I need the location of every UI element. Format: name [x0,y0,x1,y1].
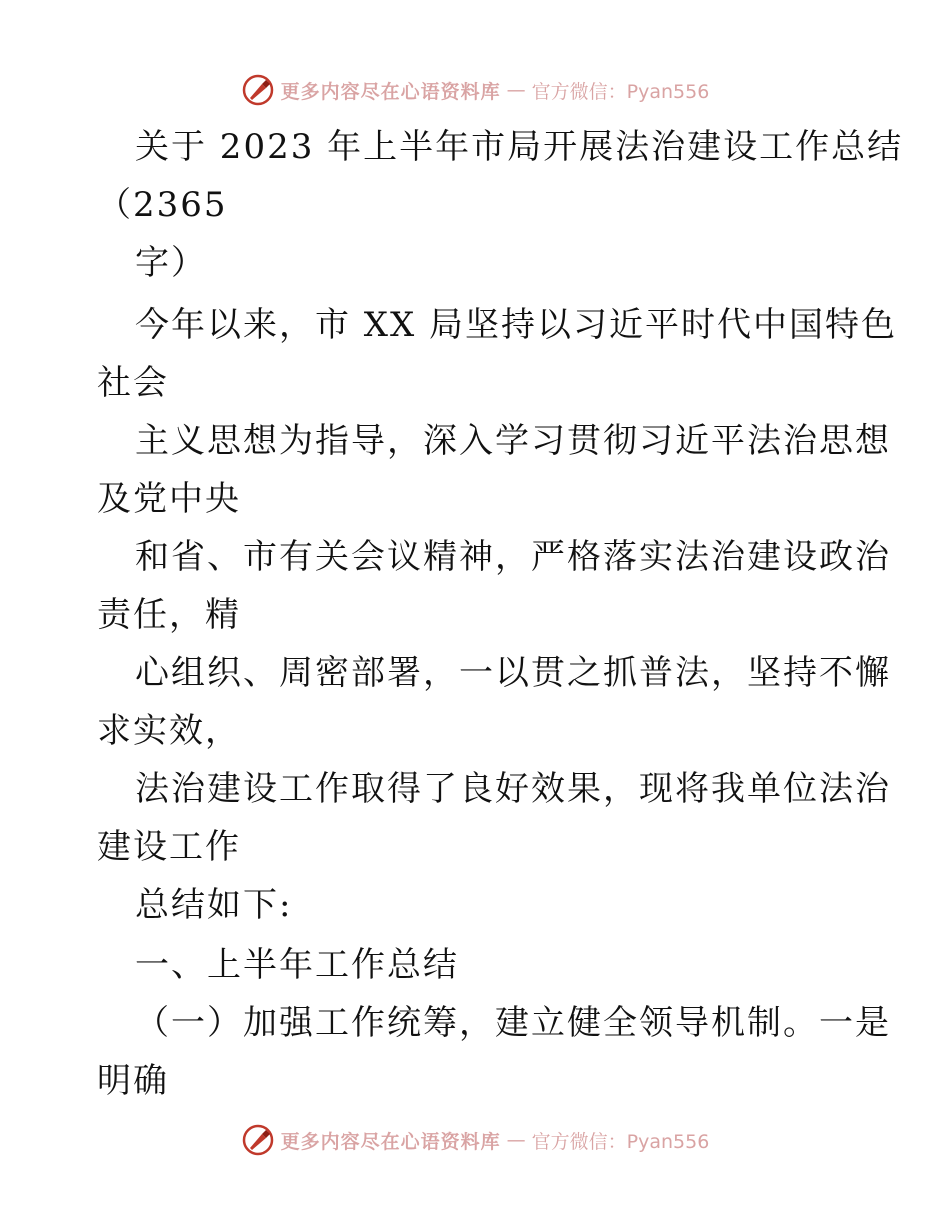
text-line: 及党中央 [97,479,241,519]
watermark-contact: 官方微信：Pyan556 [531,1130,710,1153]
text-line: 责任，精 [97,595,241,635]
footer-watermark [0,1120,950,1160]
document-title-line: 字） [135,243,207,283]
watermark-brand: 更多内容尽在心语资料库 [280,1130,501,1153]
text-line: 明确 [97,1061,169,1101]
text-line: 和省、市有关会议精神，严格落实法治建设政治 [135,537,891,577]
text-line: （一）加强工作统筹，建立健全领导机制。一是 [135,1003,891,1043]
text-line: 法治建设工作取得了良好效果，现将我单位法治 [135,769,891,809]
text-line: 求实效， [97,711,241,751]
watermark-brand: 更多内容尽在心语资料库 [280,80,501,103]
text-line: 总结如下: [135,885,293,925]
text-line: 心组织、周密部署，一以贯之抓普法，坚持不懈 [135,653,891,693]
section-heading: 一、上半年工作总结 [135,945,459,985]
text-line: 建设工作 [97,827,241,867]
watermark-contact: 官方微信：Pyan556 [531,80,710,103]
pen-nib-logo-icon [241,1123,275,1157]
header-watermark [0,70,950,110]
pen-nib-logo-icon [241,73,275,107]
document-title-line: （2365 [97,185,228,225]
document-title-line: 关于 2023 年上半年市局开展法治建设工作总结 [135,127,904,167]
text-line: 今年以来，市 XX 局坚持以习近平时代中国特色 [135,305,898,345]
text-line: 主义思想为指导，深入学习贯彻习近平法治思想 [135,421,891,461]
watermark-separator: — [506,79,526,101]
watermark-separator: — [506,1129,526,1151]
text-line: 社会 [97,363,169,403]
